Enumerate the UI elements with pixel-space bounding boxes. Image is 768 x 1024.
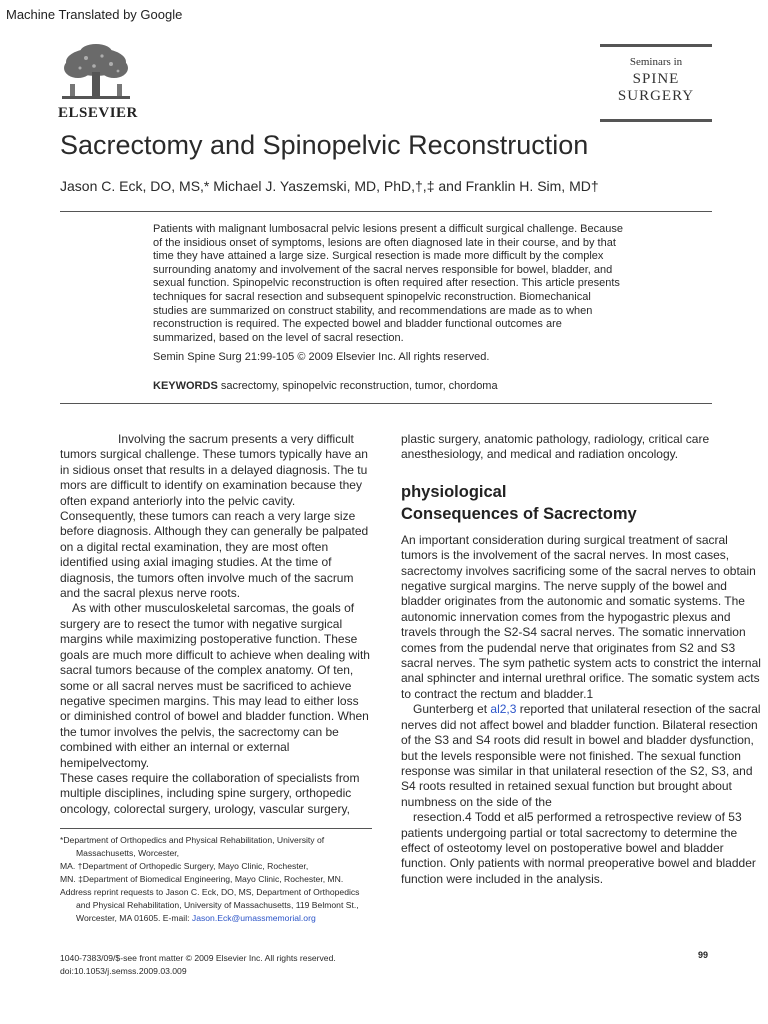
keywords-line: [153, 380, 498, 392]
right-paragraph-3-start: Gunterberg et: [413, 702, 491, 717]
machine-translation-banner: Machine Translated by Google: [6, 7, 183, 22]
journal-masthead: [600, 44, 712, 122]
author-email-link[interactable]: Jason.Eck@umassmemorial.org: [191, 913, 316, 923]
right-column: [401, 432, 763, 887]
footnote-divider: [60, 828, 372, 829]
right-paragraph-3: [401, 702, 763, 810]
page-number: 99: [698, 950, 709, 960]
abstract-divider: [60, 403, 712, 404]
article-title: Sacrectomy and Spinopelvic Reconstruction: [60, 130, 589, 160]
section-heading-line2: Consequences of Sacrectomy: [401, 504, 637, 523]
journal-name-line2: SURGERY: [617, 88, 695, 104]
reference-link[interactable]: al2,3: [490, 702, 517, 717]
intro-paragraph-1: Involving the sacrum presents a very difficult tumors surgical challenge. These tumors typically have an in sidious onset that results in a delayed diagnosis. The tu mors are difficult to identify on examination because they often expand anteriorly into the pelvic cavity. Consequently, these tumors can reach a very large size before diagnosis. Although they can generally be palpated on a digital rectal examination, they are most often identified using axial imaging studies. At the time of diagnosis, the tumors often involve much of the sacrum and the sacral plexus nerve roots.: [60, 432, 369, 601]
doi-line: doi:10.1053/j.semss.2009.03.009: [60, 966, 187, 976]
footnote-reprint: [60, 886, 370, 925]
intro-paragraph-2: As with other musculoskeletal sarcomas, the goals of surgery are to resect the tumor with negative surgical margins while maximizing postoperative function. These goals are much more difficult to achieve when dealing with sacral tumors because of the complex anatomy. Of ten, some or all sacral nerves must be sacrificed to achieve negative specimen margins. This may lead to either loss or diminished control of bowel and bladder function. When the tumor involves the pelvis, the sacrectomy can be combined with either an internal or external hemipelvectomy.: [60, 601, 370, 770]
footnote-affiliation-1: *Department of Orthopedics and Physical Rehabilitation, University of Massachusetts, Worcester,: [60, 835, 325, 858]
footnote-affiliation-3: MN. ‡Department of Biomedical Engineering, Mayo Clinic, Rochester, MN.: [60, 874, 344, 884]
header-divider: [60, 211, 712, 212]
abstract-citation: Semin Spine Surg 21:99-105 © 2009 Elsevier Inc. All rights reserved.: [153, 351, 490, 363]
right-paragraph-1: plastic surgery, anatomic pathology, radiology, critical care anesthesiology, and medical and radiation oncology.: [401, 432, 710, 462]
elsevier-tree-icon: [56, 44, 138, 102]
intro-paragraph-3: These cases require the collaboration of specialists from multiple disciplines, including spine surgery, orthopedic oncology, colorectal surgery, urology, vascular surgery,: [60, 770, 360, 816]
section-heading: [401, 481, 763, 525]
left-column: [60, 432, 372, 817]
right-paragraph-3-rest: reported that unilateral resection of the sacral nerves did not affect bowel and bladder function. Bilateral resection of the S3 and S4 roots did result in bowel and bladder dysfunction, but the levels responsible were not finished. The sexual function response was similar in that unilateral resection of the S2, S3, and S4 roots resulted in retained sexual function but brought about numbness on the side of the: [401, 702, 761, 809]
footnote-affiliation-2: MA. †Department of Orthopedic Surgery, Mayo Clinic, Rochester,: [60, 861, 309, 871]
publication-info: [60, 952, 336, 978]
footnote-reprint-text: Address reprint requests to Jason C. Eck, DO, MS, Department of Orthopedics and Physical Rehabilitation, University of Massachusetts, 119 Belmont St., Worcester, MA 01605. E-mail:: [60, 887, 360, 923]
journal-name-line1: SPINE: [632, 71, 680, 87]
right-paragraph-4: resection.4 Todd et al5 performed a retrospective review of 53 patients undergoing partial or total sacrectomy to determine the effect of osteotomy level on postoperative bowel and bladder function. Only patients with normal preoperative bowel and bladder function were included in the analysis.: [401, 810, 756, 886]
right-paragraph-2: An important consideration during surgical treatment of sacral tumors is the involvement of the sacral nerves. In most cases, sacrectomy involves sacrificing some of the sacral nerves to obtain negative surgical margins. The nerve supply of the bowel and bladder originates from the autonomic and somatic systems. The autonomic innervation comes from the hypogastric plexus and travels through the S2-S4 sacral nerves. The somatic innervation comes from the pudendal nerve that originates from S2 and S3 sacral nerves. The sym pathetic system acts to constrict the internal anal sphincter and internal urethral orifice. The somatic system acts to contract the rectum and bladder.1: [401, 532, 761, 701]
keywords-label: KEYWORDS: [153, 380, 218, 392]
publisher-name: ELSEVIER: [58, 105, 138, 121]
keywords-list: sacrectomy, spinopelvic reconstruction, tumor, chordoma: [220, 380, 498, 392]
issn-line: 1040-7383/09/$-see front matter © 2009 Elsevier Inc. All rights reserved.: [60, 953, 336, 963]
footnotes: [60, 834, 370, 925]
journal-prefix: Seminars in: [629, 56, 683, 68]
section-heading-line1: physiological: [401, 482, 507, 501]
abstract-text: Patients with malignant lumbosacral pelvic lesions present a difficult surgical challenge. Because of the insidious onset of symptoms, lesions are often diagnosed late in their course, and by that time they have attained a large size. Surgical resection is made more difficult by the complex surrounding anatomy and involvement of the sacral nerves responsible for bowel, bladder, and sexual function. Spinopelvic reconstruction is often required after resection. This article presents techniques for sacral resection and subsequent spinopelvic reconstruction. Biomechanical studies are summarized on construct stability, and recommendations are made as to when reconstruction is required. The expected bowel and bladder functional outcomes are summarized, based on the level of sacral resection.: [153, 223, 623, 344]
article-authors: Jason C. Eck, DO, MS,* Michael J. Yaszemski, MD, PhD,†,‡ and Franklin H. Sim, MD†: [60, 178, 599, 194]
